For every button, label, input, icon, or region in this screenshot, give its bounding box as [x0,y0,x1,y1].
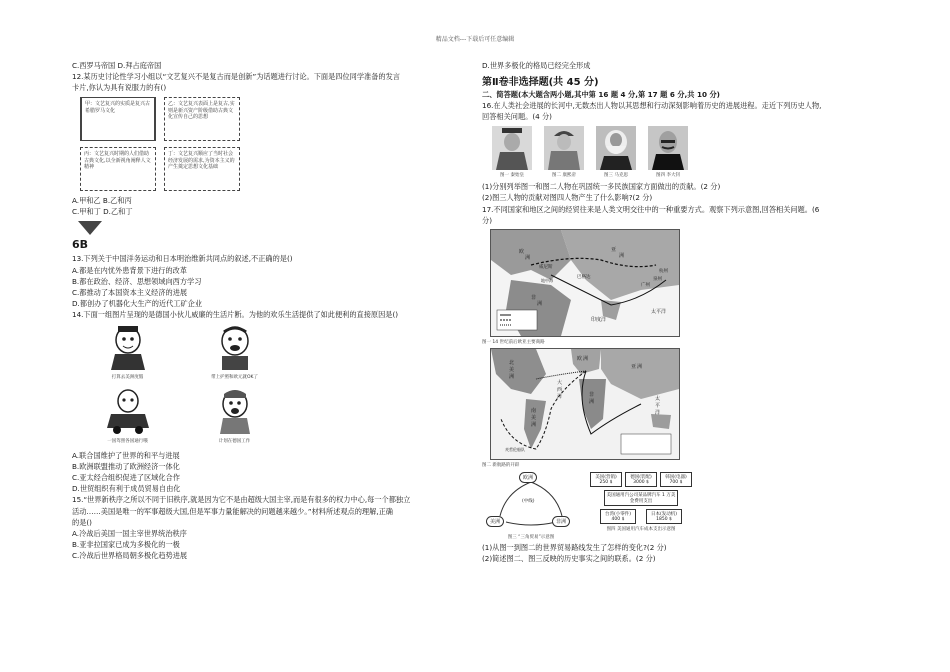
subsection-title: 二、简答题(本大题含两小题,其中第 16 题 4 分,第 17 题 6 分,共 10 分) [482,90,720,100]
q14-option-b: B.欧洲联盟推动了欧洲经济一体化 [72,462,180,472]
cartoon-3 [80,388,175,444]
cartoon-caption-1: 打算去美洲度假 [111,375,144,381]
cartoon-figure-icon [105,324,151,372]
portrait-marx [596,126,636,178]
q12-stem-2: 卡片,你认为具有说服力的有() [72,83,167,93]
q15-stem-3: 的是() [72,517,92,527]
triangle-node-africa: 非洲 [552,516,570,527]
map2-label: 平 [655,402,661,409]
map1-label: 地中海 [541,277,553,283]
map1-label: 非 [531,294,537,301]
map1-label: 杭州 [659,268,668,274]
q15-stem-1: 15.“世界新秩序之所以不同于旧秩序,就是因为它不是由超级大国主宰,而是有很多的权力中心,每一个都独立 [72,495,411,505]
map2-label: 大 [557,379,563,386]
q16-stem-1: 16.在人类社会进展的长河中,无数杰出人物以其思想和行动深刻影响着历史的进展进程。走近下列历史人物, [482,101,822,111]
cost-value: 400 $ [611,516,625,522]
q14-cartoons [80,324,462,444]
map2-label: 太 [655,395,661,402]
cartoon-4 [187,388,282,444]
q13-option-c: C.都推动了本国资本主义经济的进展 [72,287,188,297]
q14-option-a: A.联合国维护了世界的和平与进展 [72,451,180,461]
cost-box-japan [646,509,682,524]
q15-stem-2: 活动……美国是唯一的军事超级大国,但是军事力量能解决的问题越来越少。”材料所述观点的理解,正确 [72,506,393,516]
sea-route-map-icon [491,349,679,459]
q15-option-a: A.冷战后美国一国主宰世界统治秩序 [72,528,187,538]
q17-diagrams [486,472,882,540]
gm-cost-diagram [590,472,692,540]
cost-box-taiwan [600,509,636,524]
q14-stem: 14.下面一组图片呈现的是德国小伙儿威廉的生活片断。为他的欢乐生活提供了如此便利的直接原因是() [72,309,399,319]
q16-sub-2: (2)图三人物的贡献对图四人物产生了什么影响?(2 分) [482,193,653,203]
cost-label: 日本(发动机) [650,511,677,517]
map1-label: 洲 [525,254,531,261]
q12-stem-1: 12.某历史讨论性学习小组以“文艺复兴不是复古而是创新”为话题进行讨论。下面是四位同学准备的发言 [72,72,400,82]
map2-label: 洲 [531,421,537,428]
cartoon-figure-icon [212,388,258,436]
map2-label: 美 [531,414,537,421]
q15-option-d: D.世界多极化的格局已经完全形成 [482,61,591,70]
cost-center-box: 美国通用汽公司某品牌汽车 1 万美金费用支出 [604,490,678,506]
right-column [482,60,882,564]
cost-label: 韩国(电器) [665,474,687,480]
card-yi: 乙：文艺复兴表面上是复古,实则是新兴资产阶级借助古典文化宣传自己的思想 [164,97,240,141]
portrait-caption-1: 图一 秦始皇 [500,173,524,179]
cartoon-2 [187,324,282,380]
cost-label: 美国(营销) [595,474,617,480]
map2-label: 西 [557,386,563,393]
section-title-part2: 第Ⅱ卷非选择题(共 45 分) [482,77,599,89]
portrait-kangxi [544,126,584,178]
map2-label: 洲 [589,398,595,405]
cost-value: 250 $ [599,479,613,485]
q13-option-d: D.都创办了机器化大生产的近代工矿企业 [72,298,203,308]
map2-label: 北 [509,359,515,366]
map2-caption: 图二 新航路的开辟 [482,462,520,468]
map2-label: 亚 [631,363,637,370]
map2-label: 洲 [637,363,643,370]
left-column [72,60,462,561]
q17-stem-1: 17.不同国家和地区之间的经贸往来是人类文明交往中的一种重要方式。观察下列示意图,回答相关问题。(6 [482,204,820,214]
map2-label: 洲 [509,373,515,380]
page-header: 精品文档---下载后可任意编辑 [435,36,515,43]
person-portrait-icon [544,126,584,170]
person-portrait-icon [492,126,532,170]
cartoon-caption-2: 带上护照和欧元就OK了 [211,375,258,381]
portrait-caption-3: 图三 马克思 [604,173,628,179]
triangle-node-america: 美洲 [486,516,504,527]
map1-label: 洲 [537,300,543,307]
map2-label: 欧 [577,355,583,362]
map1-label: 威尼斯 [539,264,553,270]
map1-label: 欧 [519,248,525,255]
cost-box-usa [590,472,622,487]
map1-label: 印度洋 [591,316,607,323]
portrait-qinshihuang [492,126,532,178]
cost-value: 3000 $ [633,479,649,485]
portrait-caption-2: 图二 康熙帝 [552,173,576,179]
q12-options-2: C.甲和丁 D.乙和丁 [72,207,133,217]
portrait-caption-4: 图四 李大钊 [656,173,680,179]
q15-option-b: B.亚非拉国家已成为多极化的一极 [72,539,180,549]
trade-route-map-icon [491,230,679,336]
cost-value: 1850 $ [656,516,672,522]
map1-label: 泉州 [653,276,662,282]
map1-label: 亚 [611,246,617,253]
map2-label: 洲 [583,355,589,362]
cartoon-caption-3: 一国驾照各国通行哦 [107,439,148,445]
cost-label: 德国(装配) [630,474,652,480]
triangle-trade-diagram [486,472,576,540]
q13-option-a: A.都是在内忧外患背景下进行的改革 [72,265,187,275]
map1-label: 太平洋 [651,308,667,315]
card-jia: 甲：文艺复兴的实质是复兴古希腊罗马文化 [80,97,156,141]
person-portrait-icon [596,126,636,170]
q11-options: C.西罗马帝国 D.拜占庭帝国 [72,61,162,70]
q17-sub-1: (1)从图一到图二的世界贸易路线发生了怎样的变化?(2 分) [482,542,667,552]
q14-option-d: D.世贸组织有利于成员贸易自由化 [72,484,181,494]
cost-box-korea [660,472,692,487]
map2-label: 美 [509,366,515,373]
q16-stem-2: 回答相关问题。(4 分) [482,112,552,122]
map2-label: 南 [531,407,537,414]
q16-portraits [492,126,882,178]
portrait-lidazhao [648,126,688,178]
map1-label: 广州 [641,282,650,288]
cost-box-germany [625,472,657,487]
diagram3-caption: 图三 “三角贸易”示意图 [507,534,555,540]
map-trade-routes-14c [490,229,680,337]
q15-option-c: C.冷战后世界格局朝多极化趋势进展 [72,550,188,560]
map2-label: 非 [589,391,595,398]
q13-option-b: B.都在政治、经济、思想领域向西方学习 [72,276,202,286]
cartoon-figure-icon [212,324,258,372]
q12-options-1: A.甲和乙 B.乙和丙 [72,196,132,206]
q14-option-c: C.亚太经合组织促进了区域化合作 [72,473,180,483]
down-arrow-icon [78,221,102,235]
map1-caption: 图一 14 世纪前后欧亚主要商路 [482,339,545,345]
person-portrait-icon [648,126,688,170]
q17-stem-2: 分) [482,215,492,225]
q17-sub-2: (2)简述图二、图三反映的历史事实之间的联系。(2 分) [482,553,656,563]
triangle-node-europe: 欧洲 [519,472,537,483]
triangle-center-label: (中线) [522,498,535,504]
q13-stem: 13.下列关于中国洋务运动和日本明治维新共同点的叙述,不正确的是() [72,254,293,264]
car-icon [105,388,151,436]
map2-label: 洋 [557,393,563,400]
card-bing: 丙：文艺复兴时期的人们借助古典文化,以全新视角阐释人文精神 [80,147,156,191]
map-new-sea-routes [490,348,680,460]
section-title-6b: 6B [72,238,89,252]
map2-label: 麦哲伦船队 [505,446,525,452]
q12-cards [80,97,462,191]
cost-value: 700 $ [669,479,683,485]
cost-label: 台湾(小零件) [604,511,631,517]
map2-label: 洋 [655,409,661,416]
q16-sub-1: (1)分别列举图一和图二人物在巩固统一多民族国家方面做出的贡献。(2 分) [482,182,721,192]
cartoon-1 [80,324,175,380]
card-ding: 丁：文艺复兴顺应了当时社会经济发展的需求,为资本主义的产生奠定思想文化基础 [164,147,240,191]
map1-label: 巴格达 [577,274,591,280]
diagram4-caption: 图四 美国通用汽车成本支出示意图 [606,526,676,532]
cartoon-caption-4: 计划在德国工作 [218,439,251,445]
map1-label: 洲 [619,252,625,259]
